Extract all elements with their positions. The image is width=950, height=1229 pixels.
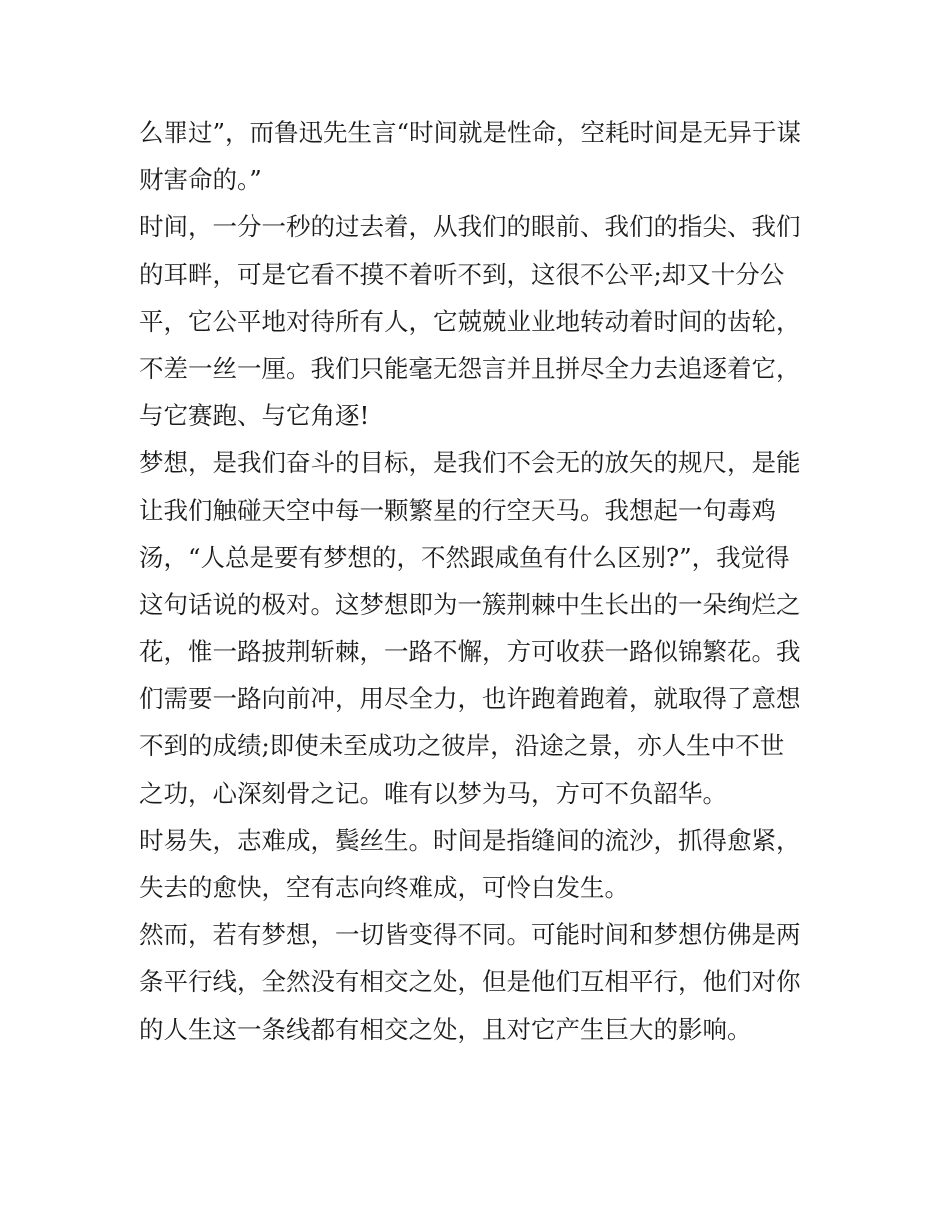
text-line-7: 与它赛跑、与它角逐! bbox=[139, 401, 370, 431]
text-line-8: 梦想，是我们奋斗的目标，是我们不会无的放矢的规尺，是能 bbox=[139, 448, 801, 478]
essay-text bbox=[139, 109, 819, 1053]
text-line-15: 之功，心深刻骨之记。唯有以梦为马，方可不负韶华。 bbox=[139, 778, 727, 808]
text-line-11: 这句话说的极对。这梦想即为一簇荆棘中生长出的一朵绚烂之 bbox=[139, 589, 801, 619]
text-line-1: 么罪过”，而鲁迅先生言“时间就是性命，空耗时间是无异于谋 bbox=[139, 118, 802, 147]
text-line-6: 不差一丝一厘。我们只能毫无怨言并且拼尽全力去追逐着它， bbox=[139, 353, 801, 383]
text-line-4: 的耳畔，可是它看不摸不着听不到，这很不公平;却又十分公 bbox=[139, 259, 785, 289]
text-line-18: 然而，若有梦想，一切皆变得不同。可能时间和梦想仿佛是两 bbox=[139, 920, 801, 950]
text-line-14: 不到的成绩;即使未至成功之彼岸，沿途之景，亦人生中不世 bbox=[139, 731, 785, 761]
text-line-16: 时易失，志难成，鬓丝生。时间是指缝间的流沙，抓得愈紧， bbox=[139, 825, 801, 855]
text-line-2: 财害命的。” bbox=[139, 165, 262, 195]
text-line-10: 汤，“人总是要有梦想的，不然跟咸鱼有什么区别?”，我觉得 bbox=[139, 542, 790, 572]
text-line-17: 失去的愈快，空有志向终难成，可怜白发生。 bbox=[139, 873, 629, 902]
text-line-19: 条平行线，全然没有相交之处，但是他们互相平行，他们对你 bbox=[139, 967, 801, 997]
text-line-20: 的人生这一条线都有相交之处，且对它产生巨大的影响。 bbox=[139, 1014, 752, 1044]
text-line-5: 平，它公平地对待所有人，它兢兢业业地转动着时间的齿轮， bbox=[139, 306, 801, 336]
text-line-12: 花，惟一路披荆斩棘，一路不懈，方可收获一路似锦繁花。我 bbox=[139, 637, 801, 667]
text-line-3: 时间，一分一秒的过去着，从我们的眼前、我们的指尖、我们 bbox=[139, 212, 801, 242]
text-line-13: 们需要一路向前冲，用尽全力，也许跑着跑着，就取得了意想 bbox=[139, 684, 801, 714]
text-line-9: 让我们触碰天空中每一颗繁星的行空天马。我想起一句毒鸡 bbox=[139, 495, 776, 525]
